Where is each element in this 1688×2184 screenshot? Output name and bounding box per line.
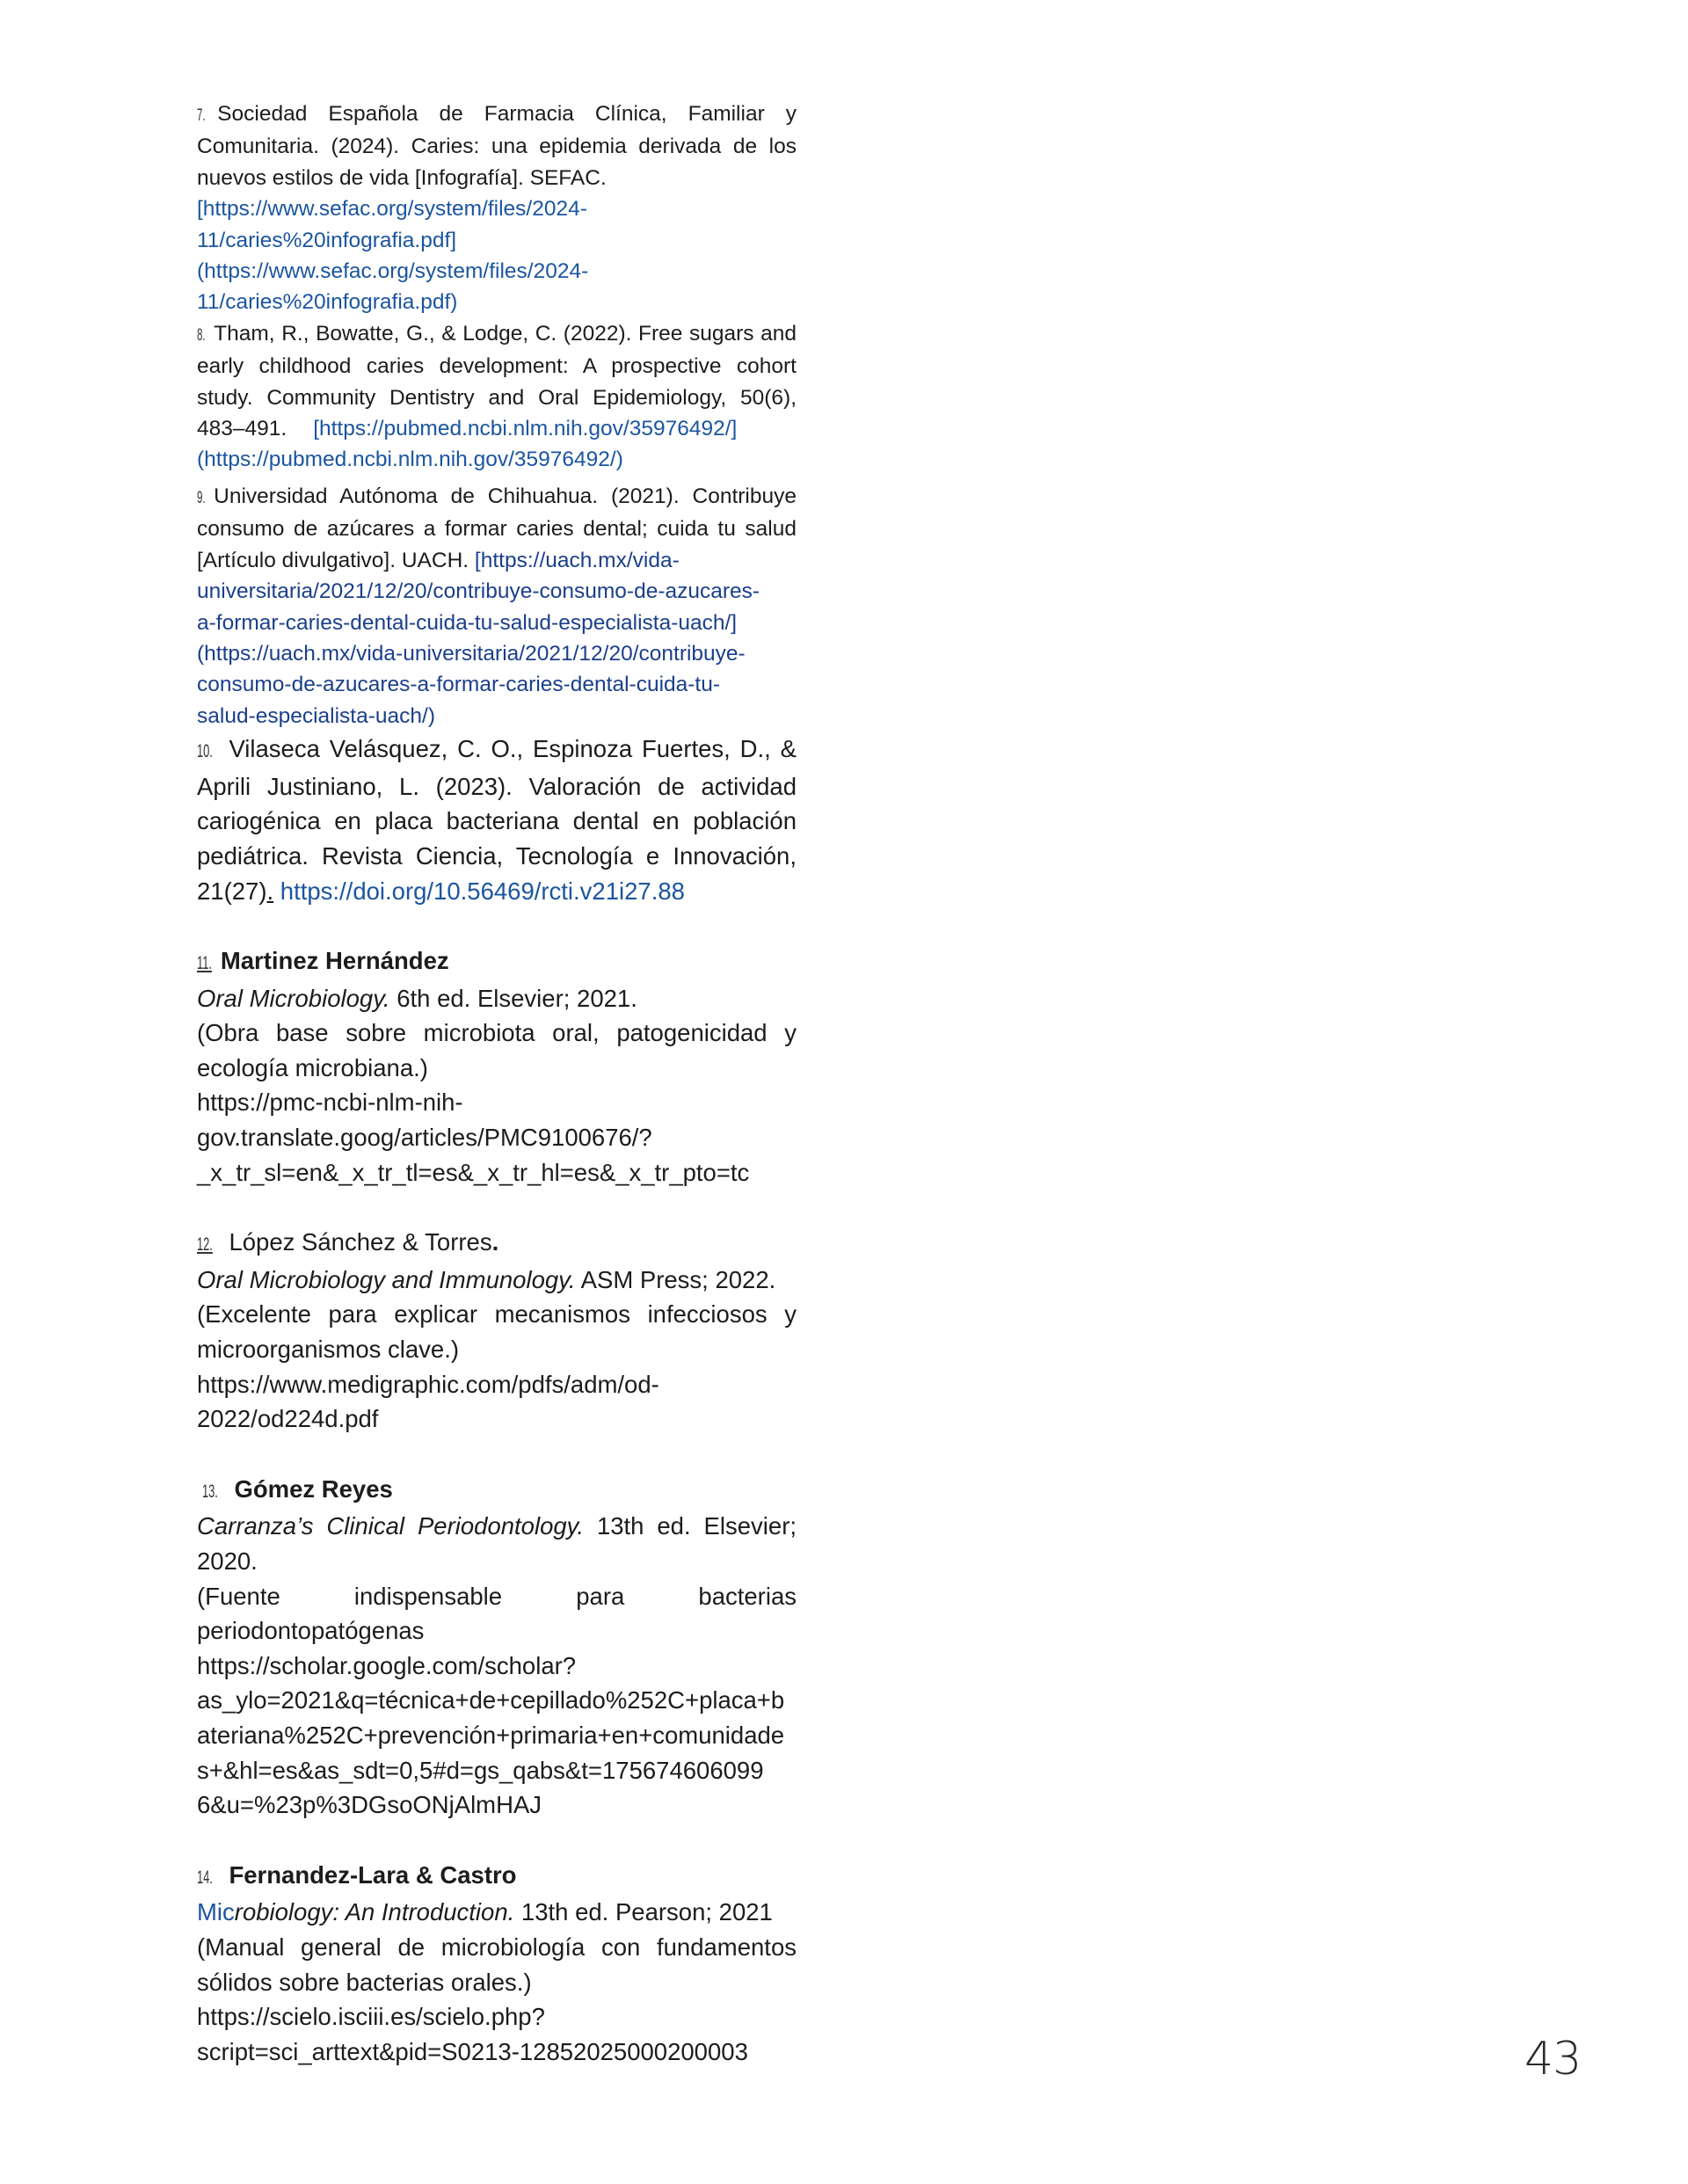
reference-edition: 6th ed. Elsevier; 2021. — [389, 984, 637, 1012]
reference-text: Sociedad Española de Farmacia Clínica, Familiar y Comunitaria. (2024). Caries: una epidemia derivada de los nuevos estilos de vida [Infografía]. SEFAC. — [197, 102, 797, 190]
reference-link[interactable]: salud-especialista-uach/) — [197, 703, 435, 728]
reference-9 — [197, 481, 797, 732]
spacer — [197, 908, 797, 943]
reference-number: 12. — [197, 1234, 213, 1256]
spacer — [197, 1823, 797, 1858]
reference-url[interactable]: https://scielo.isciii.es/scielo.php? — [197, 2003, 545, 2031]
reference-edition: 13th ed. Elsevier; 2020. — [197, 1512, 797, 1575]
reference-doi-link[interactable]: https://doi.org/10.56469/rcti.v21i27.88 — [280, 877, 685, 905]
reference-8 — [197, 318, 797, 476]
reference-url[interactable]: s+&hl=es&as_sdt=0,5#d=gs_qabs&t=175674606099 — [197, 1756, 764, 1784]
reference-10-body — [197, 732, 797, 908]
reference-title: Carranza’s Clinical Periodontology. — [197, 1512, 585, 1540]
reference-url[interactable]: as_ylo=2021&q=técnica+de+cepillado%252C+placa+b — [197, 1686, 785, 1714]
reference-number: 7. — [197, 106, 206, 125]
reference-link[interactable]: 11/caries%20infografia.pdf] — [197, 228, 457, 252]
reference-link[interactable]: (https://www.sefac.org/system/files/2024- — [197, 259, 589, 284]
reference-number: 14. — [197, 1866, 213, 1888]
reference-url[interactable]: ateriana%252C+prevención+primaria+en+comunidade — [197, 1721, 785, 1749]
reference-link[interactable]: [https://uach.mx/vida- — [474, 548, 680, 572]
reference-link[interactable]: [https://pubmed.ncbi.nlm.nih.gov/35976492/] — [313, 417, 738, 441]
reference-link[interactable]: (https://uach.mx/vida-universitaria/2021/12/20/contribuye- — [197, 641, 746, 666]
reference-text: Universidad Autónoma de Chihuahua. (2021). Contribuye consumo de azúcares a formar caries dental; cuida tu salud [Artículo divulgativo]. UACH. — [197, 484, 797, 572]
reference-12 — [197, 1225, 797, 1437]
reference-author-dot: . — [491, 1228, 499, 1256]
reference-url[interactable]: 6&u=%23p%3DGsoONjAlmHAJ — [197, 1791, 542, 1819]
reference-list — [197, 98, 797, 2069]
reference-text: Vilaseca Velásquez, C. O., Espinoza Fuertes, D., & Aprili Justiniano, L. (2023). Valoración de actividad cariogénica en placa bacteriana dental en población pediátrica. Revista Ciencia, Tecnología e Innovación, 21(27) — [197, 735, 797, 905]
reference-note: (Obra base sobre microbiota oral, patogenicidad y ecología microbiana.) — [197, 1019, 797, 1081]
reference-url[interactable]: https://pmc-ncbi-nlm-nih- — [197, 1088, 463, 1117]
reference-author: López Sánchez & Torres — [229, 1228, 492, 1256]
reference-7-body — [197, 98, 797, 193]
reference-heading — [197, 1472, 797, 1510]
reference-11 — [197, 943, 797, 1190]
reference-url[interactable]: https://www.medigraphic.com/pdfs/adm/od- — [197, 1370, 659, 1398]
reference-link[interactable]: universitaria/2021/12/20/contribuye-consumo-de-azucares- — [197, 579, 760, 604]
reference-13 — [197, 1472, 797, 1823]
spacer — [197, 1437, 797, 1472]
reference-9-body — [197, 481, 797, 576]
reference-14 — [197, 1858, 797, 2070]
reference-title-line — [197, 981, 797, 1016]
reference-number: 9. — [197, 488, 206, 507]
reference-link[interactable]: [https://www.sefac.org/system/files/2024- — [197, 197, 587, 222]
page-number: 43 — [1524, 2033, 1582, 2086]
reference-number: 13. — [202, 1480, 218, 1502]
reference-author: Gómez Reyes — [234, 1474, 393, 1503]
reference-url[interactable]: script=sci_arttext&pid=S0213-12852025000200003 — [197, 2037, 748, 2065]
reference-note-line — [197, 1579, 797, 1649]
reference-dot: . — [266, 877, 274, 905]
reference-url[interactable]: gov.translate.goog/articles/PMC9100676/? — [197, 1124, 652, 1152]
reference-note: (Excelente para explicar mecanismos infecciosos y microorganismos clave.) — [197, 1300, 797, 1364]
reference-heading — [197, 943, 797, 981]
reference-note: (Manual general de microbiología con fundamentos sólidos sobre bacterias orales.) — [197, 1933, 797, 1996]
reference-link[interactable]: a-formar-caries-dental-cuida-tu-salud-especialista-uach/] — [197, 610, 738, 635]
reference-text: Tham, R., Bowatte, G., & Lodge, C. (2022). Free sugars and early childhood caries development: A prospective cohort study. Community Dentistry and Oral Epidemiology, 50(6), 483–491. — [197, 321, 797, 441]
reference-number: 8. — [197, 325, 206, 345]
reference-author: Fernandez-Lara & Castro — [229, 1860, 517, 1889]
reference-title: robiology: An Introduction. — [234, 1898, 515, 1926]
reference-url[interactable]: _x_tr_sl=en&_x_tr_tl=es&_x_tr_hl=es&_x_tr_pto=tc — [197, 1158, 750, 1186]
reference-10 — [197, 732, 797, 908]
reference-link[interactable]: 11/caries%20infografia.pdf) — [197, 290, 458, 315]
reference-title: Oral Microbiology. — [197, 984, 390, 1012]
reference-link[interactable]: consumo-de-azucares-a-formar-caries-dental-cuida-tu- — [197, 673, 721, 697]
reference-title-line — [197, 1509, 797, 1578]
spacer — [197, 1190, 797, 1225]
reference-title-line — [197, 1895, 797, 1930]
reference-8-body — [197, 318, 797, 445]
reference-number: 11. — [197, 952, 212, 974]
reference-title: Oral Microbiology and Immunology. — [197, 1265, 576, 1293]
reference-author: Martinez Hernández — [220, 947, 449, 975]
reference-url[interactable]: https://scholar.google.com/scholar? — [197, 1651, 577, 1679]
reference-link[interactable]: (https://pubmed.ncbi.nlm.nih.gov/35976492/) — [197, 448, 623, 472]
reference-edition: ASM Press; 2022. — [575, 1265, 776, 1293]
reference-7 — [197, 98, 797, 318]
reference-title-link[interactable]: Mic — [197, 1898, 235, 1926]
reference-number: 10. — [197, 740, 213, 762]
reference-title-line — [197, 1263, 797, 1298]
reference-edition: 13th ed. Pearson; 2021 — [514, 1898, 773, 1926]
reference-note: (Fuente indispensable para bacterias periodontopatógenas — [197, 1582, 797, 1645]
reference-heading — [197, 1225, 797, 1263]
reference-url[interactable]: 2022/od224d.pdf — [197, 1405, 379, 1433]
reference-heading — [197, 1858, 797, 1896]
